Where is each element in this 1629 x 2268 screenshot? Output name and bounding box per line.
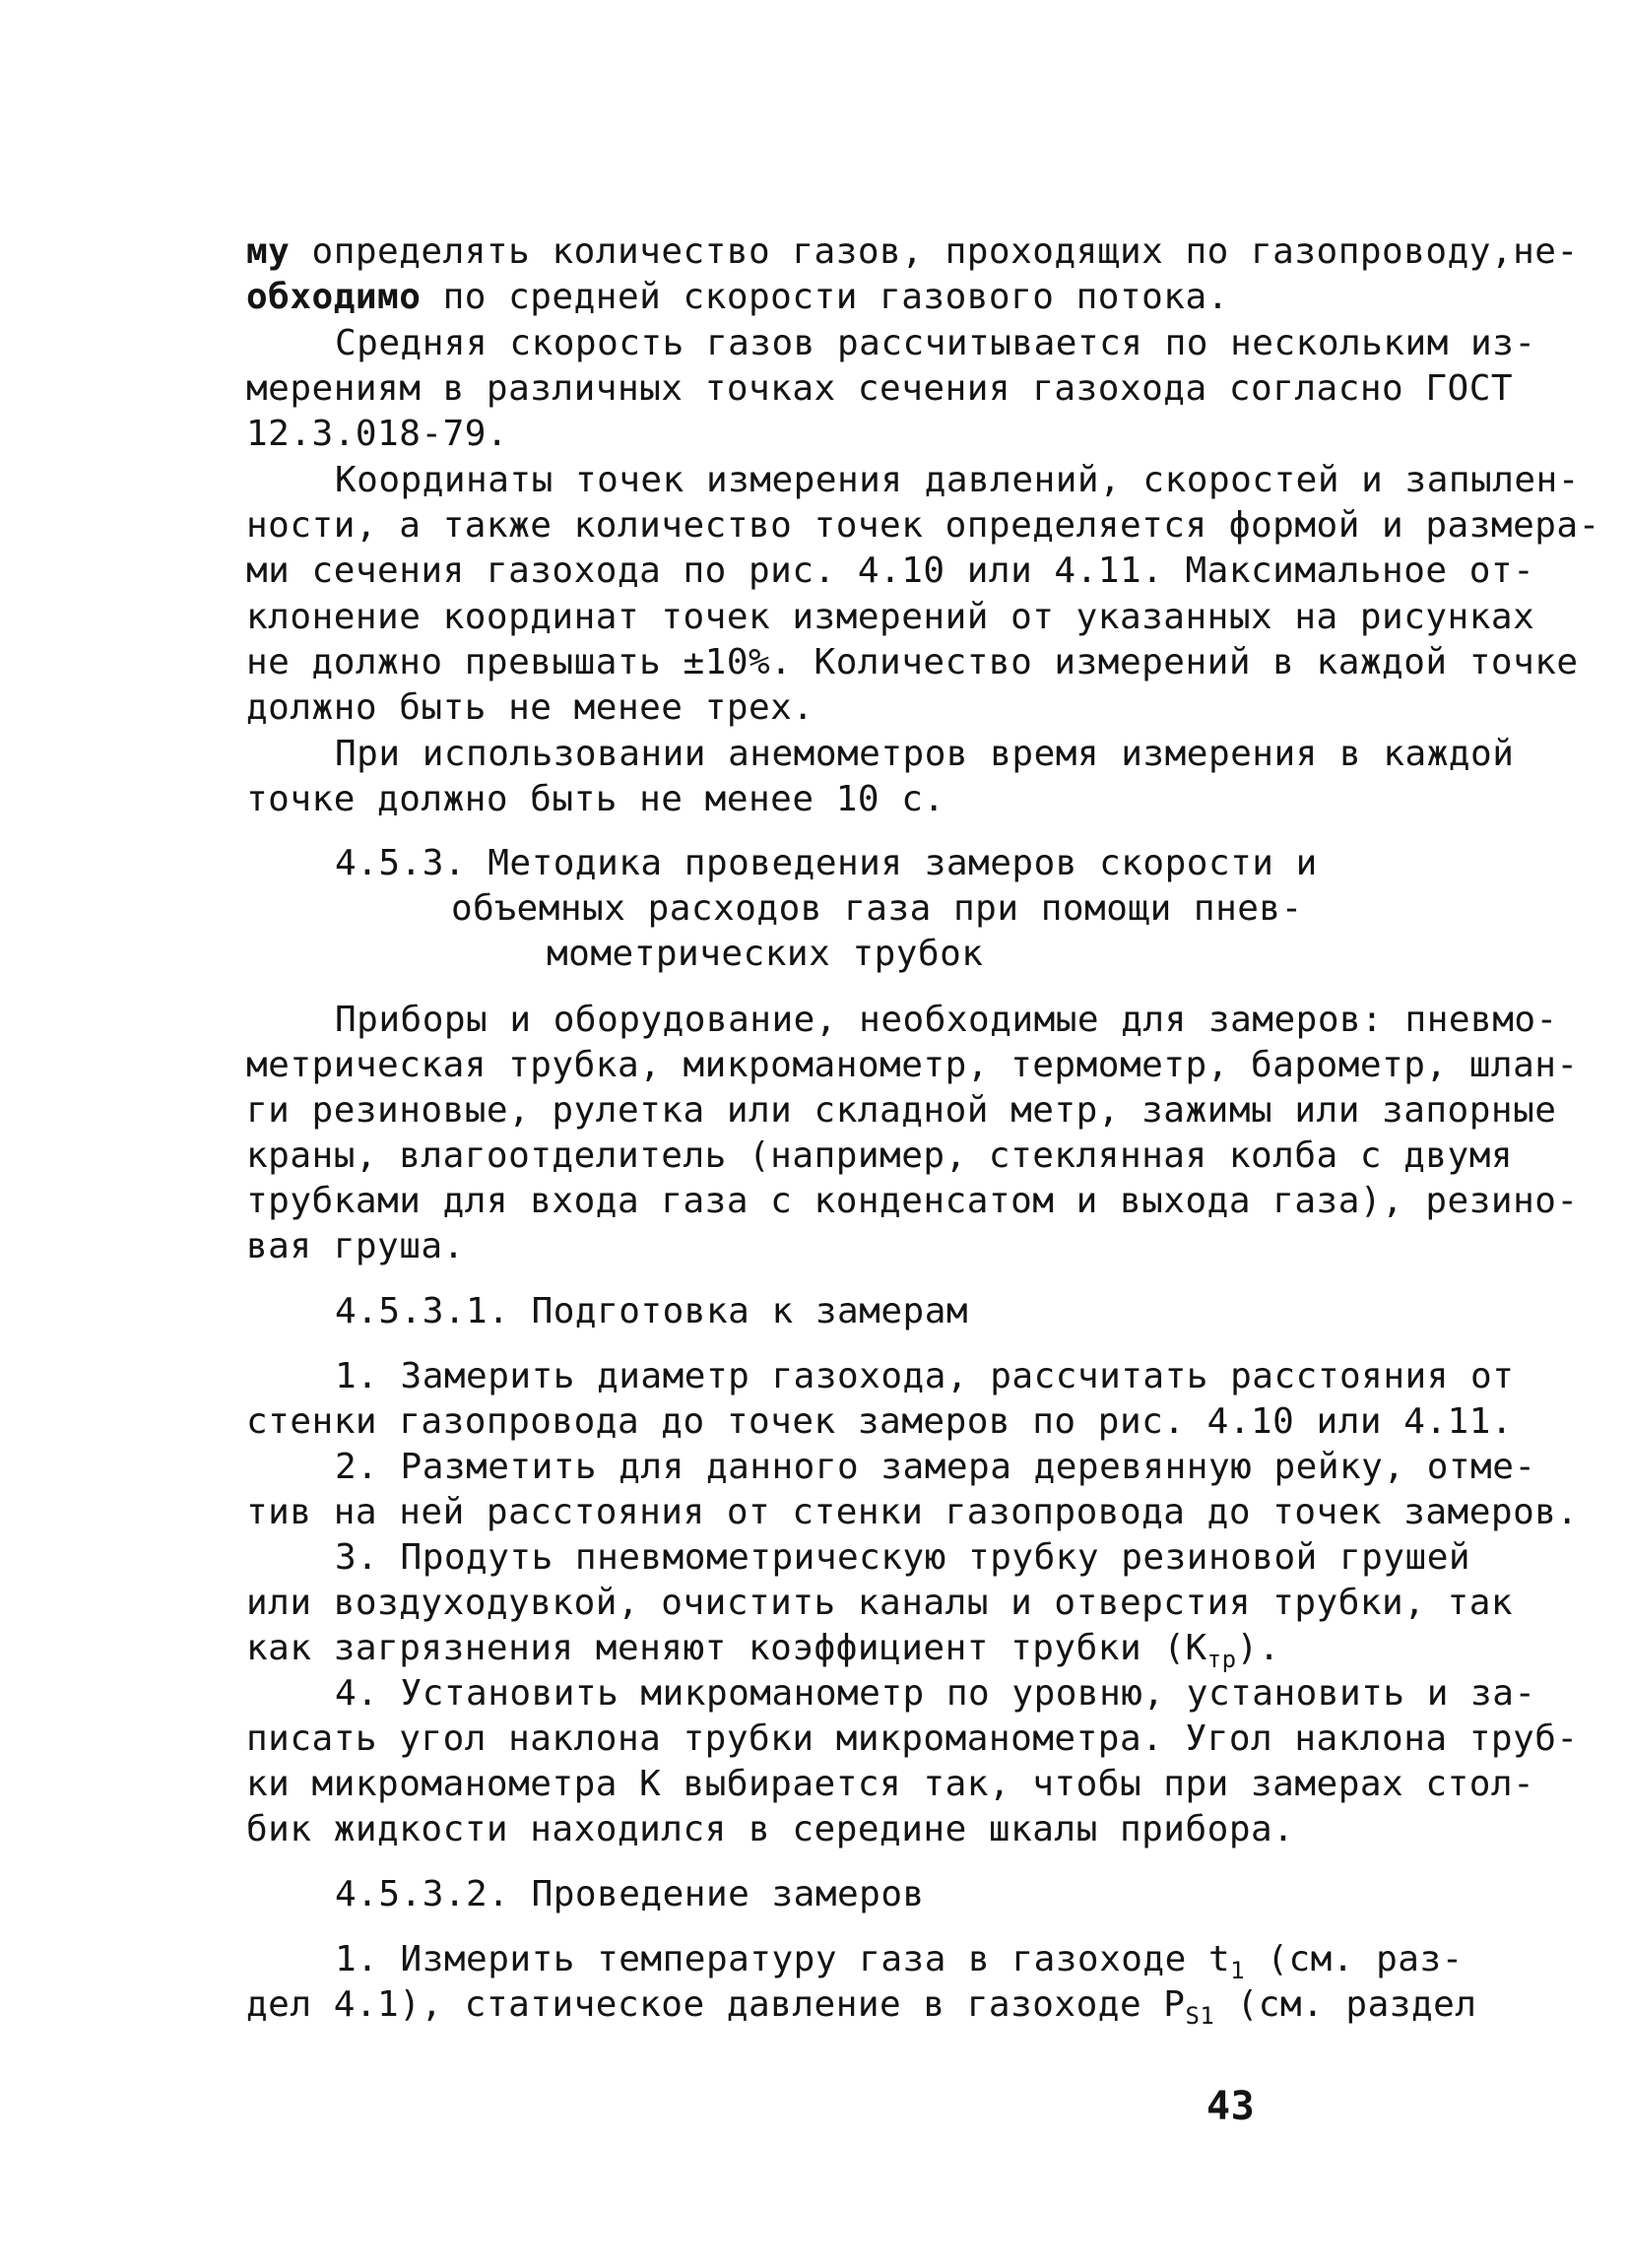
text-line: 1. Замерить диаметр газохода, рассчитать расстояния от (335, 1356, 1515, 1396)
page-number: 43 (1206, 2084, 1256, 2129)
text-line: должно быть не менее трех. (246, 687, 814, 728)
text-fragment: как загрязнения меняют коэффициент трубки (К (246, 1628, 1207, 1668)
text-line: писать угол наклона трубки микроманометра. Угол наклона труб- (246, 1718, 1579, 1759)
text-line: Координаты точек измерения давлений, скоростей и запылен- (335, 460, 1580, 500)
text-line: 2. Разметить для данного замера деревянную рейку, отме- (335, 1447, 1536, 1487)
text-line (246, 1625, 1280, 1672)
text-fragment: дел 4.1), статическое давление в газоходе P (246, 1984, 1186, 2025)
text-line: вая груша. (246, 1226, 465, 1266)
text-line: Средняя скорость газов рассчитывается по нескольким из- (335, 323, 1536, 363)
text-fragment: (см. раз- (1245, 1939, 1464, 1979)
text-line: клонение координат точек измерений от указанных на рисунках (246, 597, 1535, 637)
text-line: 12.3.018-79. (246, 414, 509, 454)
text-line: мерениям в различных точках сечения газохода согласно ГОСТ (246, 368, 1514, 409)
text-line: трубками для входа газа с конденсатом и выхода газа), резино- (246, 1181, 1579, 1221)
text-line (246, 274, 1229, 321)
text-line: краны, влагоотделитель (например, стеклянная колба с двумя (246, 1135, 1514, 1176)
text-line: точке должно быть не менее 10 с. (246, 779, 945, 819)
section-heading: 4.5.3. Методика проведения замеров скорости и (335, 843, 1318, 883)
text-line: метрическая трубка, микроманометр, термометр, барометр, шлан- (246, 1045, 1579, 1085)
text-fragment: определять количество газов, проходящих по газопроводу,не- (290, 231, 1579, 272)
text-line: или воздуходувкой, очистить каналы и отверстия трубки, так (246, 1583, 1514, 1623)
text-line: 3. Продуть пневмометрическую трубку резиновой грушей (335, 1537, 1471, 1578)
text-line: ности, а также количество точек определяется формой и размера- (246, 505, 1600, 546)
text-fragment: обходимо (246, 277, 422, 317)
subsection-heading: 4.5.3.1. Подготовка к замерам (335, 1291, 969, 1331)
text-line: Приборы и оборудование, необходимые для замеров: пневмо- (335, 1000, 1558, 1040)
text-line: 4. Установить микроманометр по уровню, установить и за- (335, 1673, 1536, 1714)
text-line: не должно превышать ±10%. Количество измерений в каждой точке (246, 642, 1579, 682)
text-line: тив на ней расстояния от стенки газопровода до точек замеров. (246, 1492, 1579, 1532)
text-line (246, 1981, 1476, 2029)
text-fragment: (см. раздел (1214, 1984, 1477, 2025)
text-line: ги резиновые, рулетка или складной метр, зажимы или запорные (246, 1090, 1557, 1131)
text-line: стенки газопровода до точек замеров по рис. 4.10 или 4.11. (246, 1401, 1514, 1442)
subsection-heading: 4.5.3.2. Проведение замеров (335, 1874, 925, 1914)
text-line: При использовании анемометров время измерения в каждой (335, 734, 1515, 774)
text-fragment: по средней скорости газового потока. (421, 277, 1229, 317)
text-fragment: 1. Измерить температуру газа в газоходе t (335, 1939, 1231, 1979)
text-line: бик жидкости находился в середине шкалы прибора. (246, 1809, 1295, 1849)
text-line (246, 228, 1579, 276)
text-line: ки микроманометра К выбирается так, чтобы при замерах стол- (246, 1764, 1535, 1804)
subscript: S1 (1185, 2002, 1215, 2030)
text-line (335, 1936, 1464, 1983)
text-fragment: ). (1236, 1628, 1280, 1668)
text-line: ми сечения газохода по рис. 4.10 или 4.11. Максимальное от- (246, 551, 1535, 591)
text-fragment: му (246, 231, 291, 272)
section-heading: мометрических трубок (547, 934, 984, 974)
subscript: 1 (1230, 1957, 1246, 1984)
subscript: тр (1206, 1646, 1237, 1673)
section-heading: объемных расходов газа при помощи пнев- (451, 888, 1303, 929)
